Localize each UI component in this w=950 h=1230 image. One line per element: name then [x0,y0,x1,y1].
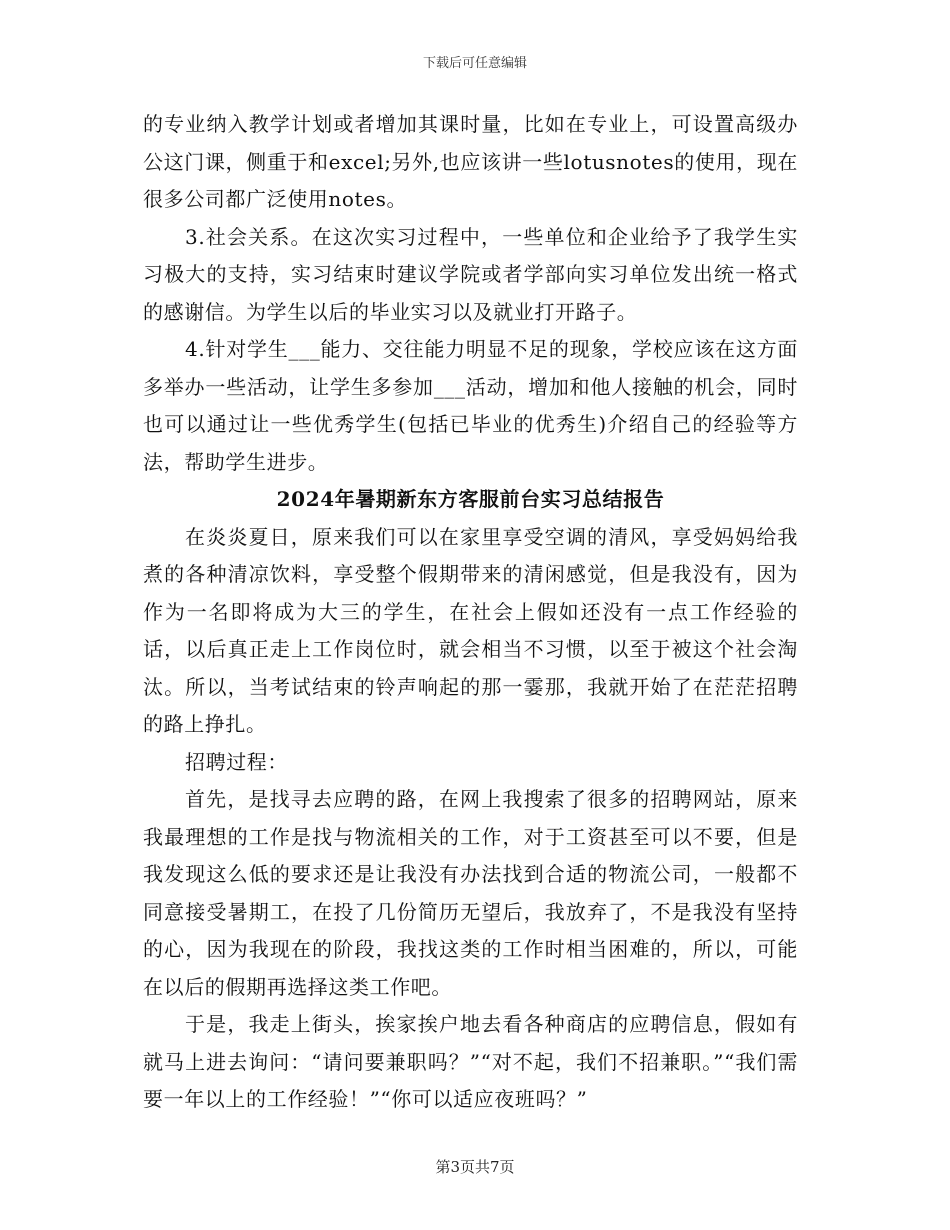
document-body [143,106,798,1119]
page-header-note: 下载后可任意编辑 [422,56,527,71]
paragraph-recruit-heading: 招聘过程： [185,749,288,774]
paragraph-course-suggestion: 的专业纳入教学计划或者增加其课时量，比如在专业上，可设置高级办公这门课，侧重于和excel;另外,也应该讲一些lotusnotes的使用，现在很多公司都广泛使用notes。 [143,112,798,211]
paragraph-social-relations: 3.社会关系。在这次实习过程中，一些单位和企业给予了我学生实习极大的支持，实习结束时建议学院或者学部向实习单位发出统一格式的感谢信。为学生以后的毕业实习以及就业打开路子。 [143,224,798,324]
page-number: 第3页共7页 [435,1158,515,1176]
report-title: 2024年暑期新东方客服前台实习总结报告 [276,487,665,511]
paragraph-student-activities: 4.针对学生___能力、交往能力明显不足的现象，学校应该在这方面多举办一些活动，让学生多参加___活动，增加和他人接触的机会，同时也可以通过让一些优秀学生(包括已毕业的优秀生)介绍自己的经验等方法，帮助学生进步。 [143,337,798,474]
paragraph-job-search: 首先，是找寻去应聘的路，在网上我搜索了很多的招聘网站，原来我最理想的工作是找与物流相关的工作，对于工资甚至可以不要，但是我发现这么低的要求还是让我没有办法找到合适的物流公司，一般都不同意接受暑期工，在投了几份简历无望后，我放弃了，不是我没有坚持的心，因为我现在的阶段，我找这类的工作时相当困难的，所以，可能在以后的假期再选择这类工作吧。 [143,787,798,999]
paragraph-summer-intro: 在炎炎夏日，原来我们可以在家里享受空调的清风，享受妈妈给我煮的各种清凉饮料，享受整个假期带来的清闲感觉，但是我没有，因为作为一名即将成为大三的学生，在社会上假如还没有一点工作经验的话，以后真正走上工作岗位时，就会相当不习惯，以至于被这个社会淘汰。所以，当考试结束的铃声响起的那一霎那，我就开始了在茫茫招聘的路上挣扎。 [143,524,798,736]
paragraph-street-search: 于是，我走上街头，挨家挨户地去看各种商店的应聘信息，假如有就马上进去询问：“请问要兼职吗？”“对不起，我们不招兼职。”“我们需要一年以上的工作经验！”“你可以适应夜班吗？” [143,1012,798,1111]
